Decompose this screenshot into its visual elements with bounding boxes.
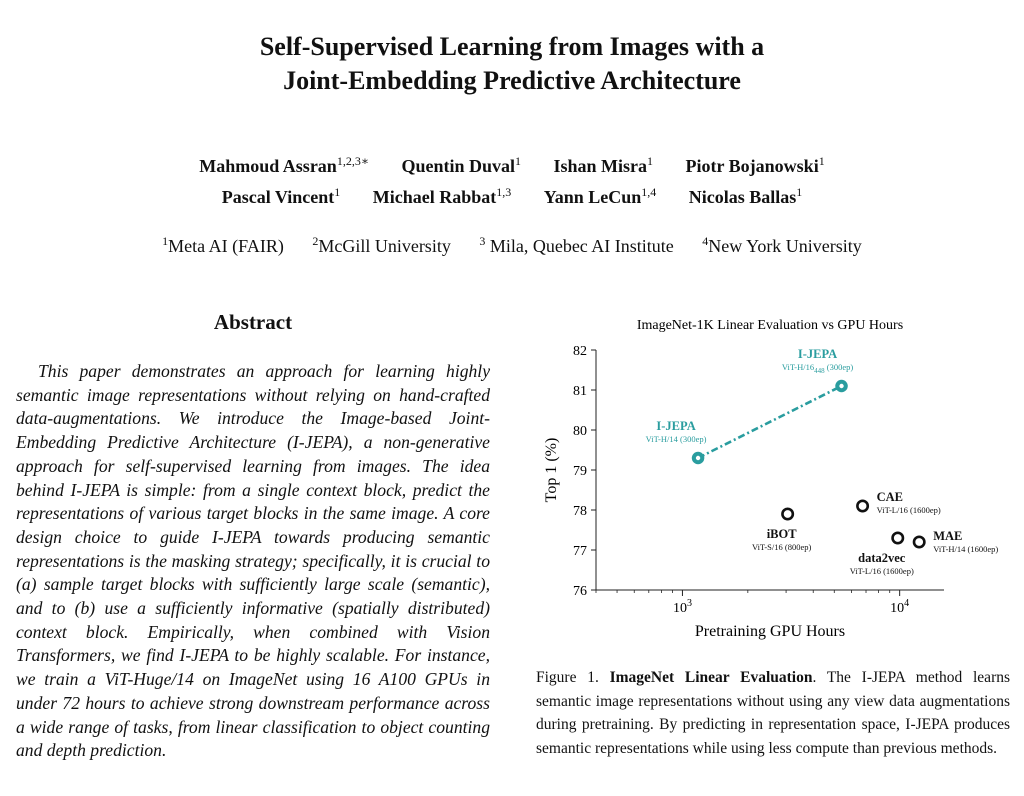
affiliation: $^4$New York University	[702, 234, 862, 256]
abstract-heading: Abstract	[213, 310, 293, 334]
y-tick-label: 79	[573, 464, 587, 479]
x-tick-label: $10^4$	[890, 598, 910, 616]
x-axis-label: Pretraining GPU Hours	[694, 623, 846, 640]
author: Michael Rabbat$^{1,3}$	[372, 185, 512, 207]
y-axis-label: Top 1 (%)	[543, 437, 560, 503]
data-point-center	[696, 456, 700, 460]
point-sublabel: ViT-H/14 (300ep)	[645, 434, 707, 444]
caption-label: Figure 1.	[536, 669, 599, 686]
point-sublabel: ViT-$H/16_{448}$ (300ep)	[781, 362, 854, 375]
affiliation: $^2$McGill University	[312, 234, 451, 256]
data-point	[914, 537, 924, 547]
y-tick-label: 80	[573, 424, 587, 439]
point-label: I-JEPA	[797, 347, 838, 361]
y-tick-label: 78	[573, 504, 587, 519]
figure-1-chart	[530, 312, 1014, 646]
abstract-body: This paper demonstrates an approach for learning highly semantic image representations without relying on hand-crafted data-augmentations. We introduce the Image-based Joint-Embedding Predictive Architecture (I-JEPA), a non-generative approach for self-supervised learning from images. The idea behind I-JEPA is simple: from a single context block, predict the representations of various target blocks in the same image. A core design choice to guide I-JEPA towards producing semantic representations is the masking strategy; specifically, it is crucial to (a) sample target blocks with sufficiently large scale (semantic), and to (b) use a sufficiently informative (spatially distributed) context block. Empirically, when combined with Vision Transformers, we find I-JEPA to be highly scalable. For instance, we train a ViT-Huge/14 on ImageNet using 16 A100 GPUs in under 72 hours to achieve strong downstream performance across a wide range of tasks, from linear classification to object counting and depth prediction.	[16, 361, 490, 761]
affiliation: $^1$Meta AI (FAIR)	[162, 234, 284, 256]
author-row-1	[0, 148, 1024, 179]
paper-title	[0, 30, 1024, 98]
point-label: CAE	[876, 490, 903, 504]
y-tick-label: 76	[573, 584, 587, 599]
author: Quentin Duval$^1$	[401, 154, 521, 176]
chart-title: ImageNet-1K Linear Evaluation vs GPU Hours	[636, 318, 904, 333]
title-line-1: Self-Supervised Learning from Images with a	[259, 32, 765, 61]
point-sublabel: ViT-L/16 (1600ep)	[876, 505, 941, 515]
y-tick-label: 81	[573, 384, 587, 399]
x-tick-label: $10^3$	[672, 598, 692, 616]
ijepa-trend-line	[698, 386, 841, 458]
figure-caption	[536, 666, 1010, 760]
author: Ishan Misra$^1$	[553, 154, 654, 176]
affiliation: $^3$ Mila, Quebec AI Institute	[479, 234, 674, 256]
point-sublabel: ViT-H/14 (1600ep)	[933, 544, 999, 554]
author-list	[0, 148, 1024, 210]
point-sublabel: ViT-L/16 (1600ep)	[849, 566, 914, 576]
caption-title: ImageNet Linear Evaluation	[609, 669, 813, 686]
author: Mahmoud Assran$^{1,2,3∗}$	[199, 154, 369, 176]
author: Pascal Vincent$^1$	[221, 185, 341, 207]
affiliations	[0, 229, 1024, 258]
caption-text: . The I-JEPA method learns semantic image representations without using any view data augmentations during pretraining. By predicting in representation space, I-JEPA produces semantic representations while using less compute than previous methods.	[536, 669, 1011, 757]
point-label: I-JEPA	[656, 419, 696, 433]
data-point	[893, 533, 903, 543]
point-label: MAE	[933, 529, 963, 543]
data-point-center	[839, 384, 843, 388]
author: Yann LeCun$^{1,4}$	[543, 185, 657, 207]
title-line-2: Joint-Embedding Predictive Architecture	[283, 66, 741, 95]
author: Piotr Bojanowski$^1$	[685, 154, 825, 176]
data-point	[857, 501, 867, 511]
point-label: iBOT	[766, 527, 797, 541]
point-label: data2vec	[858, 551, 906, 565]
point-sublabel: ViT-S/16 (800ep)	[751, 542, 812, 552]
y-tick-label: 77	[573, 544, 587, 559]
author: Nicolas Ballas$^1$	[688, 185, 803, 207]
y-tick-label: 82	[573, 344, 587, 359]
author-row-2	[0, 179, 1024, 210]
data-point	[782, 509, 792, 519]
